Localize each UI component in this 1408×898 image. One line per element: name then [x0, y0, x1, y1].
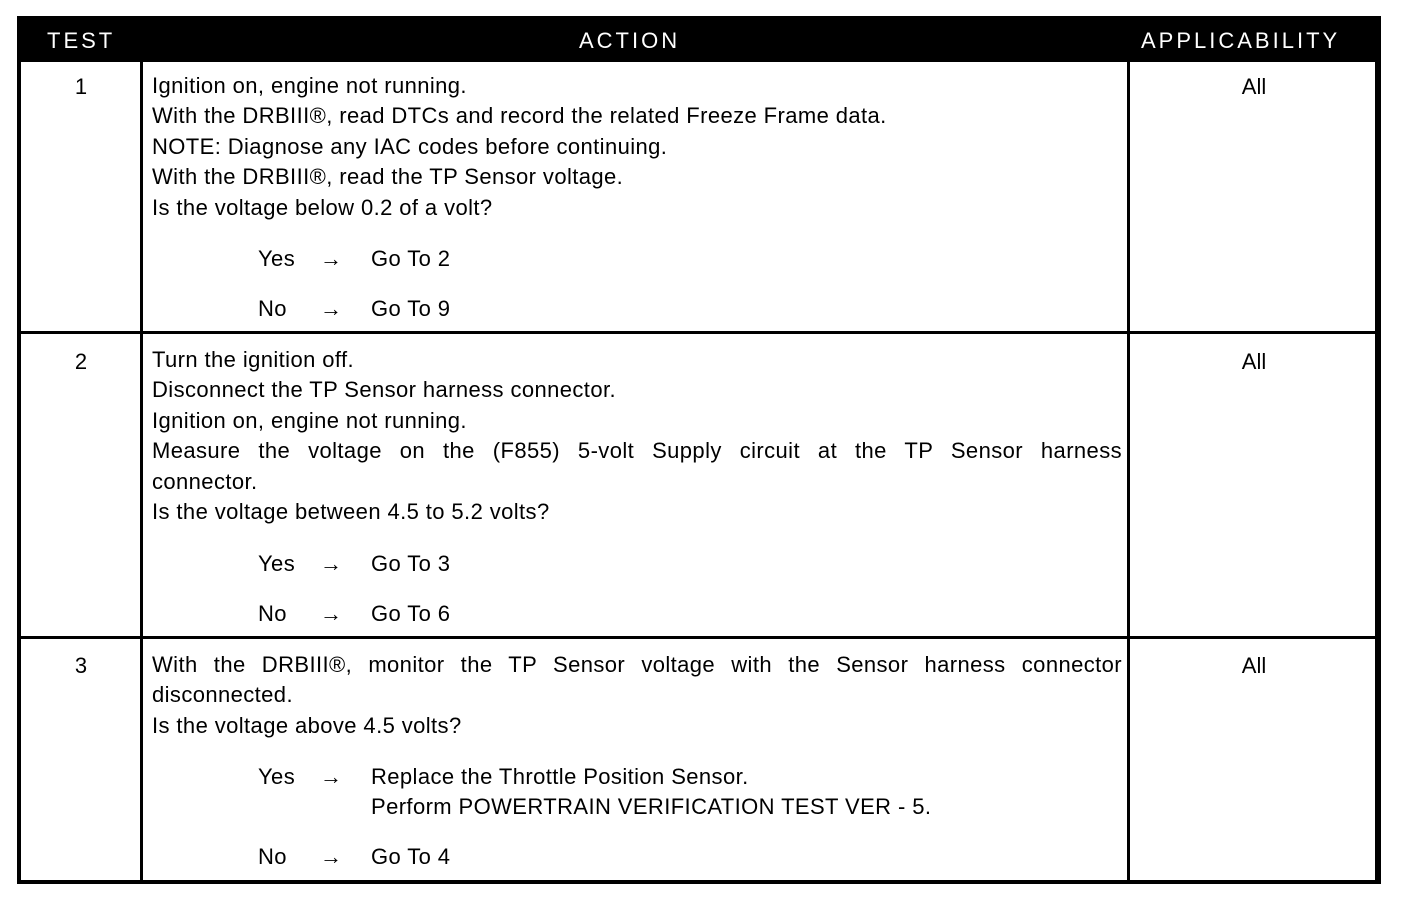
arrow-icon: →: [320, 601, 343, 626]
yes-label: Yes: [258, 551, 296, 576]
action-text: [152, 345, 1122, 527]
arrow-icon: →: [320, 551, 343, 576]
action-line: Is the voltage above 4.5 volts?: [152, 712, 462, 738]
yes-result: Go To 3: [371, 551, 451, 576]
action-line: With the DRBIII®, monitor the TP Sensor voltage with the Sensor harness connector: [152, 652, 1122, 677]
column-divider: [1127, 62, 1130, 880]
diagnostic-table: [17, 16, 1381, 884]
yes-label: Yes: [258, 246, 296, 271]
arrow-icon: →: [320, 764, 343, 789]
applicability-value: All: [1241, 349, 1267, 374]
arrow-icon: →: [320, 246, 343, 271]
action-line: With the DRBIII®, read the TP Sensor voltage.: [152, 164, 624, 190]
applicability-value: All: [1241, 653, 1267, 678]
no-result: Go To 6: [371, 601, 451, 626]
action-line: Measure the voltage on the (F855) 5-volt Supply circuit at the TP Sensor harness: [152, 438, 1122, 464]
action-line: Disconnect the TP Sensor harness connector.: [152, 377, 616, 403]
arrow-icon: →: [320, 296, 343, 321]
action-text: [152, 71, 1122, 223]
no-result: Go To 4: [371, 844, 451, 869]
test-number: 1: [74, 74, 88, 99]
action-text: [152, 650, 1122, 741]
yes-result: Go To 2: [371, 246, 451, 271]
arrow-icon: →: [320, 844, 343, 869]
applicability-value: All: [1241, 74, 1267, 99]
action-line: NOTE: Diagnose any IAC codes before continuing.: [152, 133, 668, 159]
no-label: No: [258, 296, 287, 321]
action-line: Is the voltage between 4.5 to 5.2 volts?: [152, 499, 550, 525]
action-line: With the DRBIII®, read DTCs and record the related Freeze Frame data.: [152, 103, 887, 129]
test-number: 2: [74, 349, 88, 374]
column-divider: [1375, 62, 1377, 880]
yes-result-line2: Perform POWERTRAIN VERIFICATION TEST VER - 5.: [371, 794, 932, 819]
test-number: 3: [74, 653, 88, 678]
no-label: No: [258, 844, 287, 869]
no-label: No: [258, 601, 287, 626]
no-result: Go To 9: [371, 296, 451, 321]
table-header: [21, 20, 1377, 62]
column-divider: [140, 62, 143, 880]
row-divider: [21, 636, 1377, 639]
row-divider: [21, 331, 1377, 334]
action-line: Turn the ignition off.: [152, 347, 355, 372]
action-line: Is the voltage below 0.2 of a volt?: [152, 194, 493, 220]
yes-result: Replace the Throttle Position Sensor.: [371, 764, 749, 789]
header-action: ACTION: [579, 28, 681, 53]
yes-label: Yes: [258, 764, 296, 789]
action-line: disconnected.: [152, 682, 293, 708]
header-test: TEST: [47, 28, 116, 53]
action-line: Ignition on, engine not running.: [152, 73, 467, 98]
header-applicability: APPLICABILITY: [1141, 28, 1341, 53]
action-line: Ignition on, engine not running.: [152, 407, 467, 433]
action-line: connector.: [152, 468, 258, 494]
